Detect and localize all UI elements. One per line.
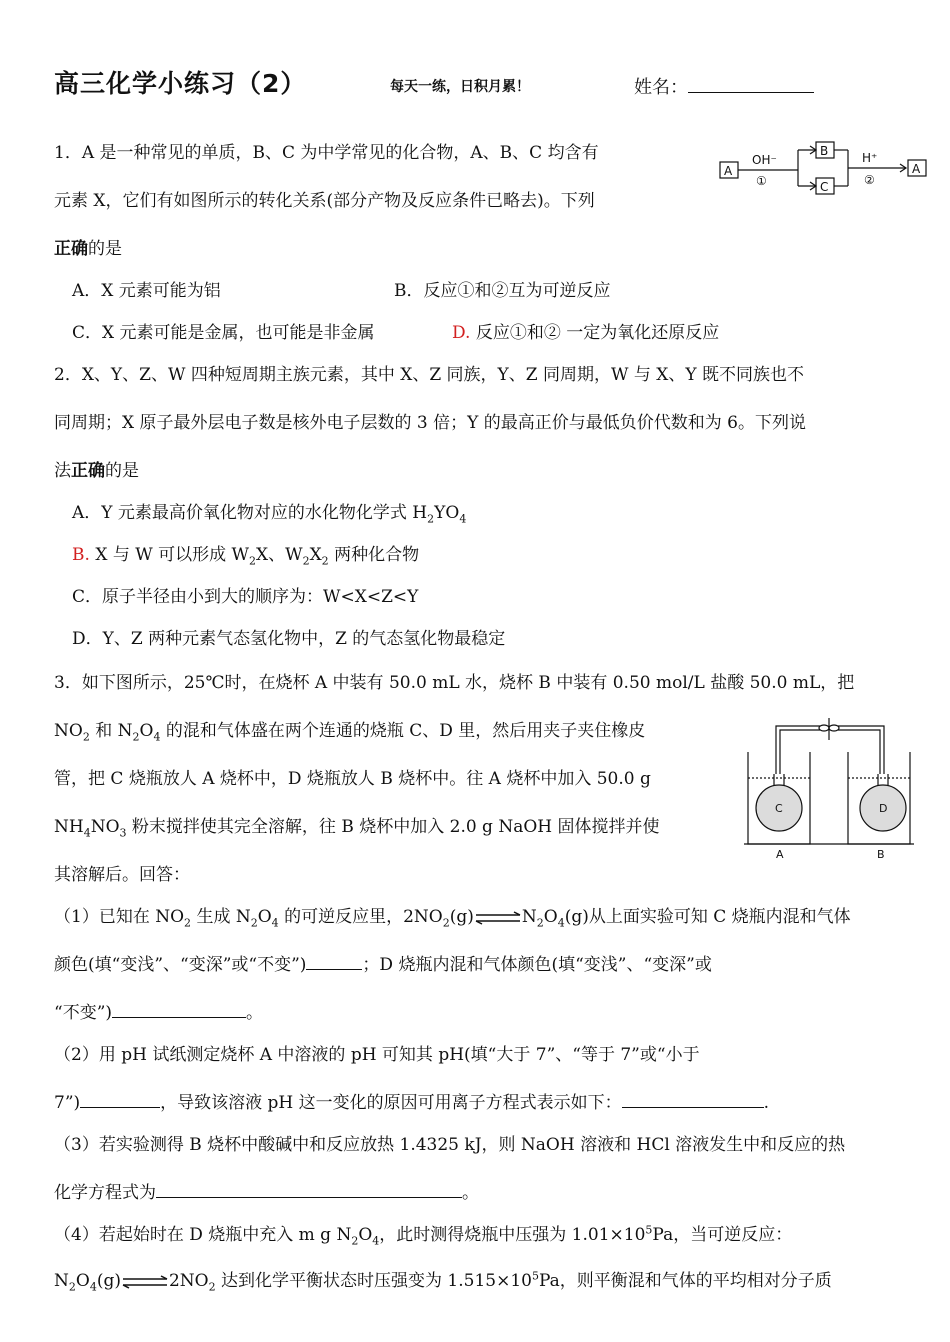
diagram-box-a2: A [912,162,921,176]
q2-line2: 同周期；X 原子最外层电子数是核外电子层数的 3 倍；Y 的最高正价与最低负价代数和为 6。下列说 [54,413,806,433]
diagram-box-b: B [820,144,829,158]
q2-option-b: B. X 与 W 可以形成 $W_2X$、$W_2X_2$ 两种化合物 [72,545,420,568]
reversible-arrow-icon [474,911,522,925]
answer-blank-c-color[interactable] [306,951,362,970]
diagram-reagent-h: H⁺ [862,151,878,165]
answer-blank-ionic-equation[interactable] [622,1089,764,1108]
q3-part4-line1: （4）若起始时在 D 烧瓶中充入 m g $N_2O_4$，此时测得烧瓶中压强为 $1.01\times 10^5Pa$，当可逆反应： [54,1223,793,1248]
q1-option-a: A．X 元素可能为铝 [72,281,221,301]
q3-part2-line1: （2）用 pH 试纸测定烧杯 A 中溶液的 pH 可知其 pH(填“大于 7”、“等于 7”或“小于 [54,1045,700,1065]
q1-line2: 元素 X，它们有如图所示的转化关系(部分产物及反应条件已略去)。下列 [54,191,595,211]
q3-part1-line1: （1）已知在 $NO_2$ 生成 $N_2O_4$ 的可逆反应里，$2NO_2(g)$ $N_2O_4(g)$从上面实验可知 C 烧瓶内混和气体 [54,907,851,930]
q2-emphasis: 正确 [71,461,105,481]
q1-conversion-diagram [716,136,932,198]
answer-blank-ph[interactable] [80,1089,160,1108]
q3-line3: 管，把 C 烧瓶放人 A 烧杯中，D 烧瓶放人 B 烧杯中。往 A 烧杯中加入 50.0 g [54,769,651,789]
diagram-box-a1: A [724,164,733,178]
q3-apparatus-figure [744,716,914,862]
q1-emphasis: 正确 [54,239,88,259]
answer-blank-d-color[interactable] [112,999,246,1018]
q1-line3 [54,234,122,259]
page-title: 高三化学小练习（2） [54,69,307,98]
q1-option-b: B．反应①和②互为可逆反应 [394,281,611,301]
q3-line2: $NO_2$ 和 $N_2O_4$ 的混和气体盛在两个连通的烧瓶 C、D 里，然后用夹子夹住橡皮 [54,721,646,744]
slogan: 每天一练，日积月累！ [390,79,530,95]
q2-option-c: C．原子半径由小到大的顺序为：W<X<Z<Y [72,587,419,607]
name-blank[interactable] [688,74,814,93]
q1-line3-rest: 的是 [88,239,122,259]
q3-part3-line2: 化学方程式为 。 [54,1178,479,1203]
q3-line1: 3．如下图所示，25℃时，在烧杯 A 中装有 50.0 mL 水，烧杯 B 中装有 0.50 mol/L 盐酸 50.0 mL，把 [54,673,855,693]
q3-part2-line2: 7”) ，导致该溶液 pH 这一变化的原因可用离子方程式表示如下： . [54,1088,769,1113]
name-field[interactable] [634,73,814,99]
diagram-step2: ② [864,173,875,187]
q3-line4: $NH_4NO_3$ 粉末搅拌使其完全溶解，往 B 烧杯中加入 2.0 g NaOH 固体搅拌并使 [54,817,660,840]
q3-part1-line2: 颜色(填“变浅”、“变深”或“不变”) ；D 烧瓶内混和气体颜色(填“变浅”、“变深”或 [54,950,712,975]
figure-flask-d: D [879,802,888,815]
q1-option-d-letter: D. [452,323,471,343]
q3-line5: 其溶解后。回答： [54,865,190,885]
q2-option-d: D．Y、Z 两种元素气态氢化物中，Z 的气态氢化物最稳定 [72,629,506,649]
q1-option-c: C．X 元素可能是金属，也可能是非金属 [72,323,375,343]
q2-line3: 法正确的是 [54,461,139,481]
q3-part4-line2: $N_2O_4(g)$ $2NO_2$ 达到化学平衡状态时压强变为 $1.515\times 10^5Pa$，则平衡混和气体的平均相对分子质 [54,1269,832,1294]
name-label: 姓名： [634,77,688,98]
q1-option-d [452,318,719,343]
q2-option-a: A．Y 元素最高价氧化物对应的水化物化学式 $H_2YO_4$ [72,503,467,526]
q3-part1-line3: “不变”) 。 [54,998,263,1023]
q2-option-b-letter: B. [72,545,90,565]
q3-part3-line1: （3）若实验测得 B 烧杯中酸碱中和反应放热 1.4325 kJ，则 NaOH 溶液和 HCl 溶液发生中和反应的热 [54,1135,846,1155]
figure-flask-c: C [775,802,783,815]
q1-line1: 1．A 是一种常见的单质，B、C 为中学常见的化合物，A、B、C 均含有 [54,143,599,163]
answer-blank-thermo-equation[interactable] [156,1179,462,1198]
figure-beaker-a: A [776,848,784,861]
diagram-step1: ① [756,174,767,188]
q2-line1: 2．X、Y、Z、W 四种短周期主族元素，其中 X、Z 同族，Y、Z 同周期，W 与 X、Y 既不同族也不 [54,365,804,385]
reversible-arrow-icon [121,1275,169,1289]
figure-beaker-b: B [877,848,885,861]
diagram-reagent-oh: OH⁻ [752,153,777,167]
diagram-box-c: C [820,180,829,194]
q1-option-d-body: 反应①和② 一定为氧化还原反应 [475,323,720,343]
